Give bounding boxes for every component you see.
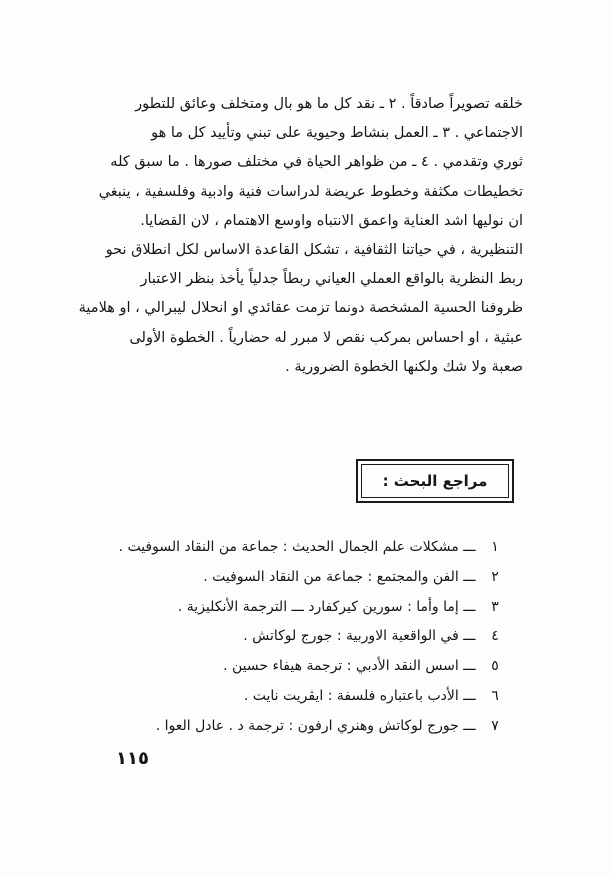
body-line: عبثية ، او احساس بمركب نقص لا مبرر له حضارياً . الخطوة الأولى [129,329,523,346]
reference-text: ـــ اسس النقد الأدبي : ترجمة هيفاء حسين . [223,658,476,675]
reference-text: ـــ في الواقعية الاوربية : جورج لوكاتش . [243,628,476,645]
reference-text: ـــ إما وأما : سورين كيركفارد ـــ الترجمة الأنكليزية . [177,598,476,615]
body-line: ثوري وتقدمي . ٤ ـ من ظواهر الحياة في مختلف صورها . ما سبق كله [110,154,523,171]
body-line: التنظيرية ، في حياتنا الثقافية ، تشكل القاعدة الاساس لكل انطلاق نحو [105,241,523,258]
body-line: الاجتماعي . ٣ ـ العمل بنشاط وحيوية على تبني وتأييد كل ما هو [151,125,523,142]
reference-number: ٧ [491,717,499,734]
reference-text: ـــ مشكلات علم الجمال الحديث : جماعة من النقاد السوفيت . [118,539,476,555]
reference-item [110,533,510,563]
reference-item [110,652,510,682]
references-heading: مراجع البحث : [382,472,488,490]
reference-item [110,622,510,652]
reference-item [110,712,510,742]
reference-number: ٣ [491,598,499,615]
reference-item [110,593,510,623]
reference-text: ـــ الأدب باعتباره فلسفة : ايڤريت نايت . [243,687,476,704]
reference-number: ٢ [491,568,499,585]
reference-item [110,563,510,593]
reference-number: ٤ [491,628,499,645]
reference-text: ـــ الفن والمجتمع : جماعة من النقاد السوفيت . [203,568,476,585]
references-list [110,533,510,742]
reference-item [110,682,510,712]
body-line: ربط النظرية بالواقع العملي العياني ربطاً جدلياً يأخذ بنظر الاعتبار [140,271,523,288]
body-line: صعبة ولا شك ولكنها الخطوة الضرورية . [285,358,523,375]
references-heading-box [356,459,514,503]
page-number: ١١٥ [116,748,149,769]
body-line: ظروفنا الحسية المشخصة دونما تزمت عقائدي او انحلال ليبرالي ، او هلامية [78,300,523,317]
body-line: خلقه تصويراً صادقاً . ٢ ـ نقد كل ما هو بال ومتخلف وعائق للتطور [135,96,523,112]
reference-number: ٦ [491,687,499,704]
reference-text: ـــ جورج لوكاتش وهنري ارفون : ترجمة د . عادل العوا . [155,717,476,734]
reference-number: ١ [491,539,499,555]
reference-number: ٥ [491,658,499,675]
body-line: ان نوليها اشد العناية واعمق الانتباه واوسع الاهتمام ، لان القضايا. [140,212,523,229]
body-paragraph [78,90,523,382]
body-line: تخطيطات مكثفة وخطوط عريضة لدراسات فنية وادبية وفلسفية ، ينبغي [98,183,523,200]
